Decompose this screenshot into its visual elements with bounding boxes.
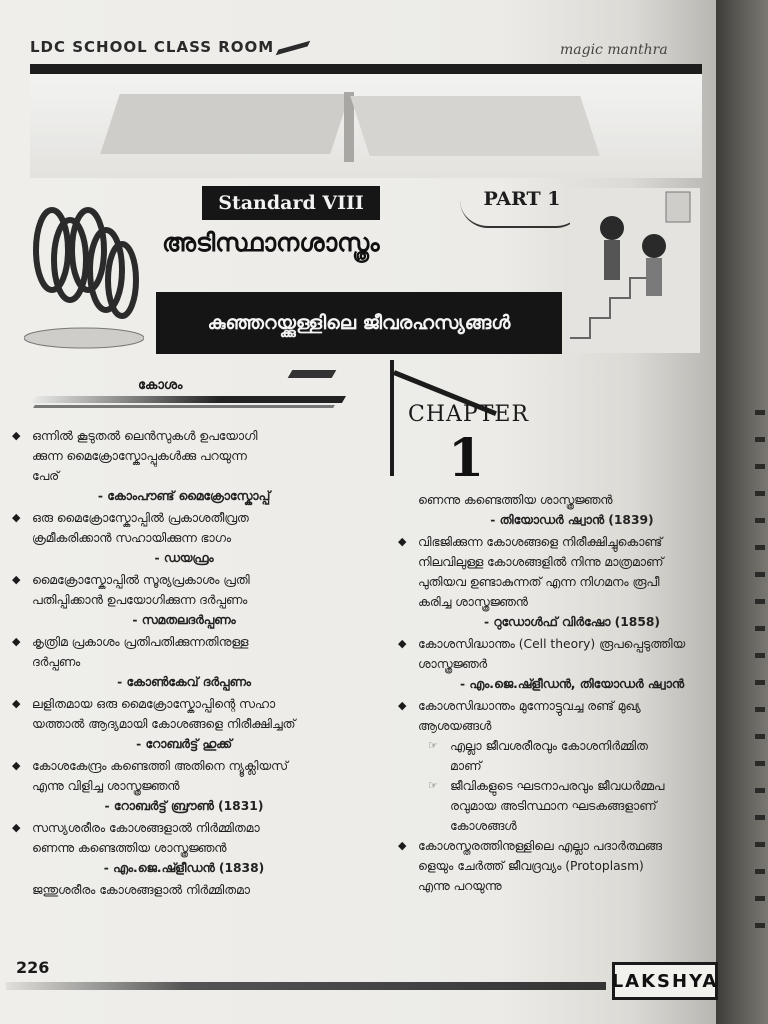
answer: - റോബർട്ട് ഹുക്ക് bbox=[136, 737, 232, 751]
brand-logo: LAKSHYA bbox=[612, 962, 718, 1000]
column-divider bbox=[390, 360, 394, 476]
theory-point: ☞ എല്ലാ ജീവശരീരവും കോശനിർമ്മിത മാണ് bbox=[392, 736, 712, 776]
series-title: LDC SCHOOL CLASS ROOM bbox=[30, 38, 306, 56]
page-number: 226 bbox=[16, 958, 50, 977]
question: ◆ വിഭജിക്കുന്ന കോശങ്ങളെ നിരീക്ഷിച്ചുകൊണ്ട് നിലവിലുള്ള കോശങ്ങളിൽ നിന്നു മാത്രമാണ് പുതിയവ ഉണ്ടാകുന്നത് എന്ന നിഗമനം രൂപീ കരിച്ച ശാസ്ത്രജ്ഞൻ bbox=[392, 532, 712, 612]
answer: - സമതലദർപ്പണം bbox=[132, 613, 236, 627]
answer: - തിയോഡർ ഷ്വാൻ (1839) bbox=[490, 513, 654, 527]
question: ◆ കൃത്രിമ പ്രകാശം പ്രതിപതിക്കുന്നതിനുള്ള ദർപ്പണം bbox=[6, 632, 362, 672]
question: ◆ കോശസ്തരത്തിനുള്ളിലെ എല്ലാ പദാർത്ഥങ്ങ ളെയും ചേർത്ത് ജീവദ്രവ്യം (Protoplasm) എന്നു പറയുന്നു bbox=[392, 836, 712, 896]
question: ◆ കോശസിദ്ധാന്തം മുന്നോട്ടുവച്ച രണ്ട് മുഖ്യ ആശയങ്ങൾ bbox=[392, 696, 712, 736]
answer: - റോബർട്ട് ബ്രൗൺ (1831) bbox=[104, 799, 264, 813]
book-page-left-image bbox=[100, 94, 349, 154]
chapter-title: കുഞ്ഞറയ്ക്കുള്ളിലെ ജീവരഹസ്യങ്ങൾ bbox=[156, 292, 562, 354]
topic-rule bbox=[32, 396, 346, 403]
question: ◆ ഒരു മൈക്രോസ്കോപ്പിൽ പ്രകാശതീവ്രത ക്രമീകരിക്കാൻ സഹായിക്കുന്ന ഭാഗം bbox=[6, 508, 362, 548]
answer: - എം.ജെ.ഷ്ളീഡൻ, തിയോഡർ ഷ്വാൻ bbox=[459, 677, 685, 691]
header-slash-icon bbox=[276, 40, 311, 55]
topic-accent bbox=[288, 370, 337, 378]
topic-label: കോശം bbox=[138, 378, 183, 393]
subject-title: അടിസ്ഥാനശാസ്ത്രം bbox=[162, 228, 380, 257]
header-tagline: magic manthra bbox=[560, 42, 668, 58]
question: ◆ ലളിതമായ ഒരു മൈക്രോസ്കോപ്പിന്റെ സഹാ യത്താൽ ആദ്യമായി കോശങ്ങളെ നിരീക്ഷിച്ചത് bbox=[6, 694, 362, 734]
children-illustration bbox=[570, 188, 700, 353]
book-spine bbox=[716, 0, 768, 1024]
answer: - റുഡോൾഫ് വിർഷോ (1858) bbox=[483, 615, 661, 629]
question: ജന്തുശരീരം കോശങ്ങളാൽ നിർമ്മിതമാ bbox=[32, 883, 250, 897]
question-continuation: ണെന്നു കണ്ടെത്തിയ ശാസ്ത്രജ്ഞൻ bbox=[418, 493, 613, 507]
question: ◆ കോശസിദ്ധാന്തം (Cell theory) രൂപപ്പെടുത്തിയ ശാസ്ത്രജ്ഞർ bbox=[392, 634, 712, 674]
left-column bbox=[6, 426, 362, 900]
open-book-banner bbox=[30, 74, 702, 178]
spiral-illustration bbox=[24, 190, 144, 350]
footer-rule bbox=[6, 982, 606, 990]
answer: - എം.ജെ.ഷ്ളീഡൻ (1838) bbox=[103, 861, 265, 875]
book-page-right-image bbox=[350, 96, 599, 156]
theory-point: ☞ ജീവികളുടെ ഘടനാപരവും ജീവധർമ്മപ രവുമായ അടിസ്ഥാന ഘടകങ്ങളാണ് കോശങ്ങൾ bbox=[392, 776, 712, 836]
answer: - ഡയഫ്രം bbox=[154, 551, 214, 565]
question: ◆ ഒന്നിൽ കൂടുതൽ ലെൻസുകൾ ഉപയോഗി ക്കുന്ന മൈക്രോസ്കോപ്പുകൾക്കു പറയുന്ന പേര് bbox=[6, 426, 362, 486]
standard-label: Standard VIII bbox=[202, 186, 380, 220]
chapter-heading: CHAPTER bbox=[408, 402, 530, 427]
header-rule bbox=[30, 64, 702, 74]
question: ◆ മൈക്രോസ്കോപ്പിൽ സൂര്യപ്രകാശം പ്രതി പതിപ്പിക്കാൻ ഉപയോഗിക്കുന്ന ദർപ്പണം bbox=[6, 570, 362, 610]
right-column bbox=[392, 490, 712, 896]
part-label: PART 1 bbox=[483, 188, 561, 210]
question: ◆ കോശകേന്ദ്രം കണ്ടെത്തി അതിനെ ന്യൂക്ലിയസ് എന്നു വിളിച്ച ശാസ്ത്രജ്ഞൻ bbox=[6, 756, 362, 796]
question: ◆ സസ്യശരീരം കോശങ്ങളാൽ നിർമ്മിതമാ ണെന്നു കണ്ടെത്തിയ ശാസ്ത്രജ്ഞൻ bbox=[6, 818, 362, 858]
answer: - കോംപൗണ്ട് മൈക്രോസ്കോപ്പ് bbox=[97, 489, 271, 503]
chapter-number: 1 bbox=[448, 428, 485, 489]
answer: - കോൺകേവ് ദർപ്പണം bbox=[117, 675, 251, 689]
spine-marks bbox=[755, 410, 765, 950]
topic-rule-thin bbox=[33, 405, 335, 408]
